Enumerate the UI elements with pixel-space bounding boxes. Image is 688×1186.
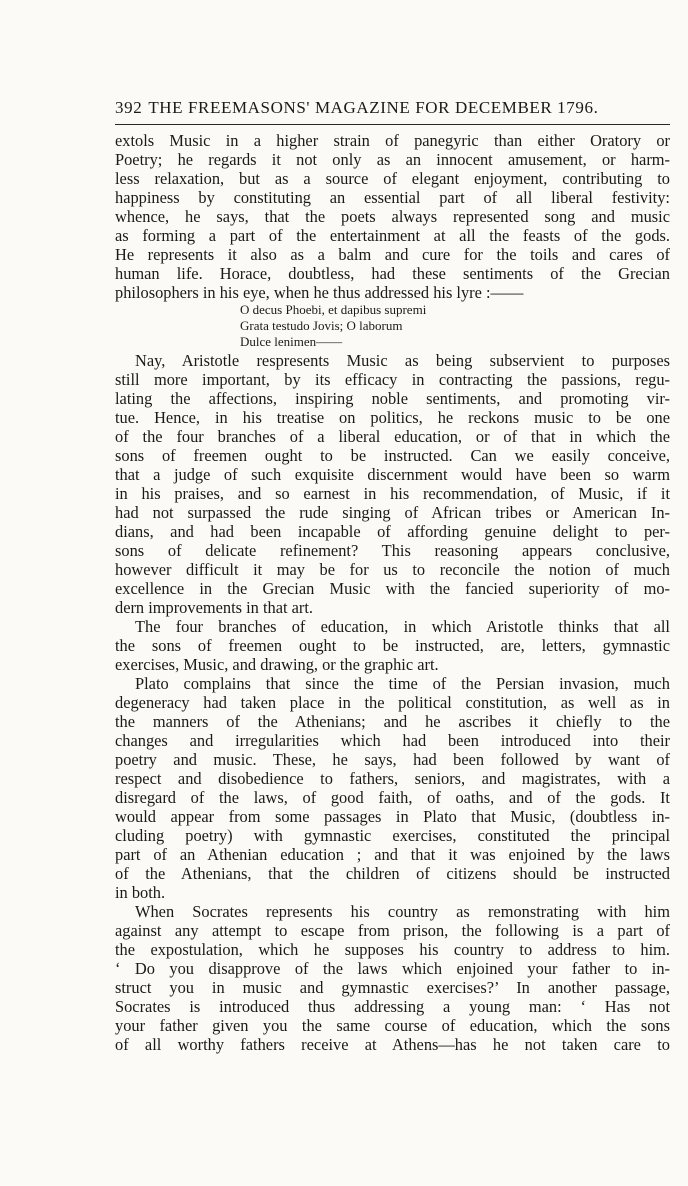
text-line: that a judge of such exquisite discernment would have been so warm: [115, 465, 670, 484]
text-line: of the Athenians, that the children of citizens should be instructed: [115, 864, 670, 883]
verse-line: Dulce lenimen——: [240, 334, 343, 349]
text-line: Nay, Aristotle respresents Music as being subservient to purposes: [135, 351, 670, 370]
text-line: excellence in the Grecian Music with the fancied superiority of mo-: [115, 579, 670, 598]
paragraph-2: [115, 351, 670, 617]
text-line: the manners of the Athenians; and he ascribes it chiefly to the: [115, 712, 670, 731]
text-line: He represents it also as a balm and cure for the toils and cares of: [115, 245, 670, 264]
text-line: When Socrates represents his country as remonstrating with him: [135, 902, 670, 921]
paragraph-5: [115, 902, 670, 1054]
text-line: philosophers in his eye, when he thus addressed his lyre :——: [115, 283, 524, 302]
text-line: sons of freemen ought to be instructed. Can we easily conceive,: [115, 446, 670, 465]
text-line: had not surpassed the rude singing of African tribes or American In-: [115, 503, 670, 522]
text-line: dians, and had been incapable of affording genuine delight to per-: [115, 522, 670, 541]
paragraph-3: [115, 617, 670, 674]
text-line: Plato complains that since the time of the Persian invasion, much: [135, 674, 670, 693]
text-line: disregard of the laws, of good faith, of oaths, and of the gods. It: [115, 788, 670, 807]
text-line: Poetry; he regards it not only as an innocent amusement, or harm-: [115, 150, 670, 169]
text-line: ‘ Do you disapprove of the laws which enjoined your father to in-: [115, 959, 670, 978]
text-line: of the four branches of a liberal education, or of that in which the: [115, 427, 670, 446]
text-line: cluding poetry) with gymnastic exercises, constituted the principal: [115, 826, 670, 845]
running-header: [115, 98, 670, 118]
text-line: changes and irregularities which had been introduced into their: [115, 731, 670, 750]
text-line: the sons of freemen ought to be instructed, are, letters, gymnastic: [115, 636, 670, 655]
text-line: respect and disobedience to fathers, seniors, and magistrates, with a: [115, 769, 670, 788]
text-line: dern improvements in that art.: [115, 598, 314, 617]
text-line: happiness by constituting an essential part of all liberal festivity:: [115, 188, 670, 207]
latin-verse-quote: [240, 302, 670, 350]
text-line: would appear from some passages in Plato that Music, (doubtless in-: [115, 807, 670, 826]
paragraph-4: [115, 674, 670, 902]
text-line: of all worthy fathers receive at Athens—has he not taken care to: [115, 1035, 670, 1054]
verse-line: O decus Phoebi, et dapibus supremi: [240, 302, 427, 317]
text-line: poetry and music. These, he says, had been followed by want of: [115, 750, 670, 769]
text-line: lating the affections, inspiring noble sentiments, and promoting vir-: [115, 389, 670, 408]
paragraph-1: [115, 131, 670, 302]
text-line: tue. Hence, in his treatise on politics, he reckons music to be one: [115, 408, 670, 427]
text-line: as forming a part of the entertainment at all the feasts of the gods.: [115, 226, 670, 245]
text-line: Socrates is introduced thus addressing a young man: ‘ Has not: [115, 997, 670, 1016]
running-title: THE FREEMASONS' MAGAZINE FOR DECEMBER 1796.: [148, 98, 599, 117]
text-line: degeneracy had taken place in the political constitution, as well as in: [115, 693, 670, 712]
text-line: part of an Athenian education ; and that it was enjoined by the laws: [115, 845, 670, 864]
article-body: [115, 131, 670, 1054]
text-line: sons of delicate refinement? This reasoning appears conclusive,: [115, 541, 670, 560]
text-line: in his praises, and so earnest in his recommendation, of Music, if it: [115, 484, 670, 503]
text-line: struct you in music and gymnastic exercises?’ In another passage,: [115, 978, 670, 997]
text-line: human life. Horace, doubtless, had these sentiments of the Grecian: [115, 264, 670, 283]
text-line: your father given you the same course of education, which the sons: [115, 1016, 670, 1035]
text-line: still more important, by its efficacy in contracting the passions, regu-: [115, 370, 670, 389]
header-rule: [115, 124, 670, 125]
verse-line: Grata testudo Jovis; O laborum: [240, 318, 403, 333]
text-line: The four branches of education, in which Aristotle thinks that all: [135, 617, 670, 636]
text-line: exercises, Music, and drawing, or the graphic art.: [115, 655, 439, 674]
text-line: however difficult it may be for us to reconcile the notion of much: [115, 560, 670, 579]
text-line: in both.: [115, 883, 166, 902]
text-line: less relaxation, but as a source of elegant enjoyment, contributing to: [115, 169, 670, 188]
text-line: against any attempt to escape from prison, the following is a part of: [115, 921, 670, 940]
text-line: the expostulation, which he supposes his country to address to him.: [115, 940, 670, 959]
text-line: whence, he says, that the poets always represented song and music: [115, 207, 670, 226]
page-number: 392: [115, 98, 143, 117]
text-line: extols Music in a higher strain of panegyric than either Oratory or: [115, 131, 670, 150]
